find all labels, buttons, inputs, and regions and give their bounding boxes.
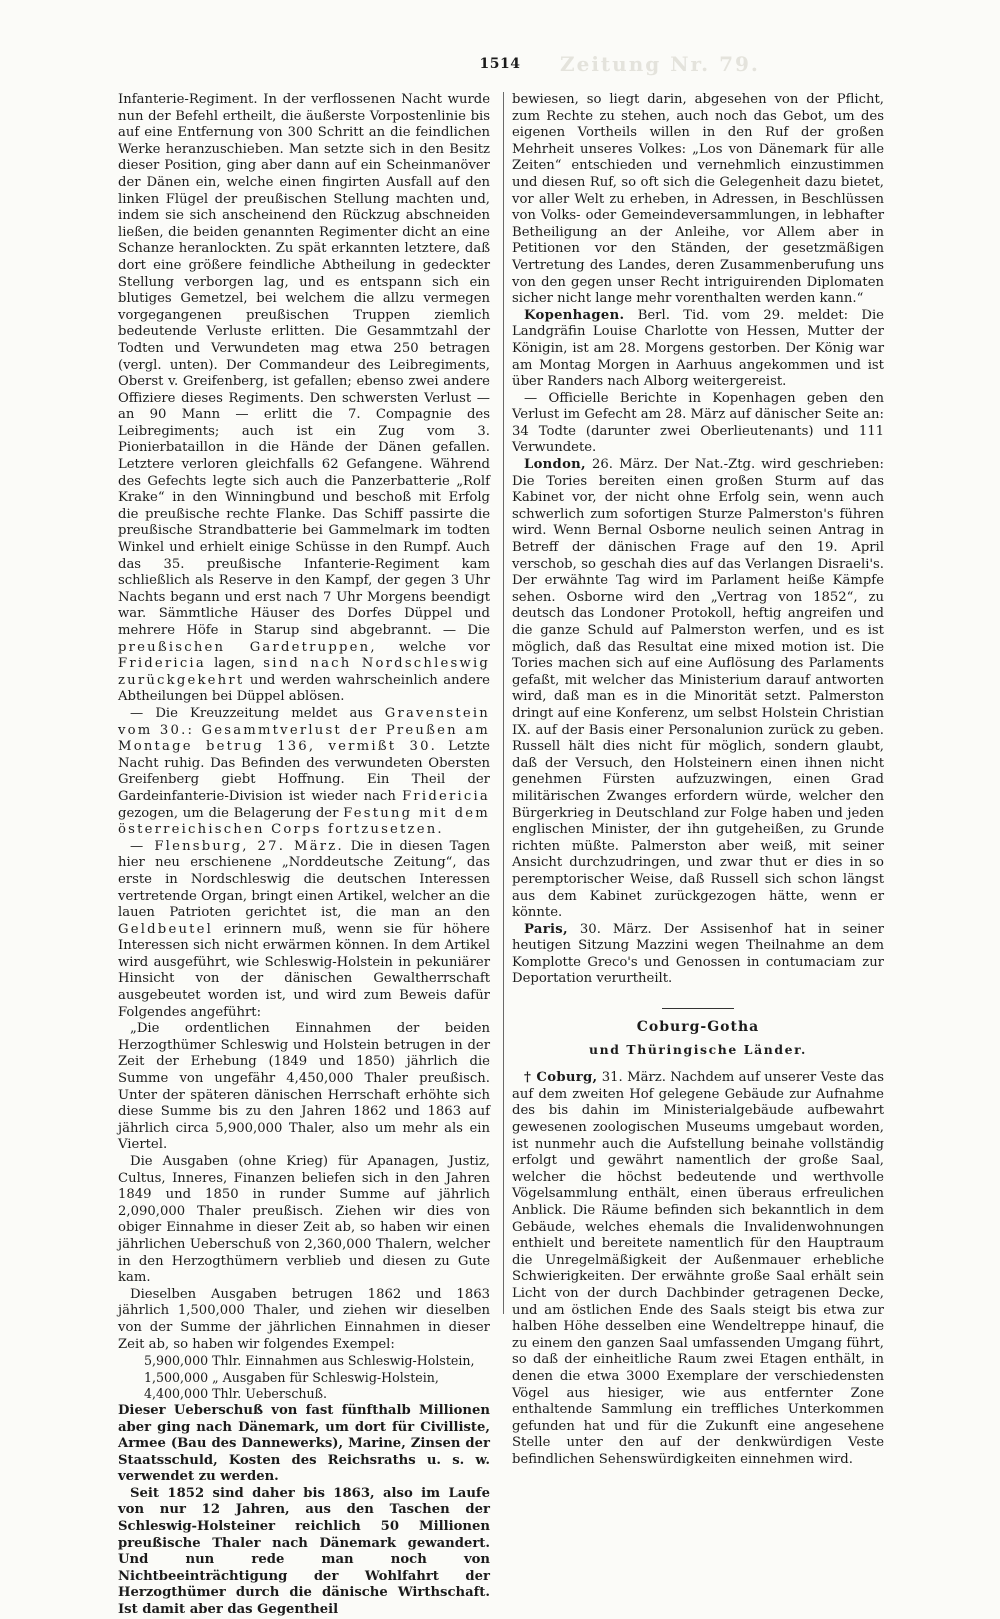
dateline: Kopenhagen. [524,307,625,323]
article-paragraph: — Officielle Berichte in Kopenhagen geben den Verlust im Gefecht am 28. März auf dänischer Seite an: 34 Todte (darunter zwei Oberlieutenants) und 111 Verwundete. [512,390,884,456]
article-paragraph: bewiesen, so liegt darin, abgesehen von der Pflicht, zum Rechte zu stehen, auch noch das Gebot, um des eigenen Vortheils willen in den Ruf der großen Mehrheit unseres Volkes: „Los von Dänemark für alle Zeiten“ entschieden und vernehmlich einzustimmen und diesen Ruf, so oft sich die Gelegenheit dazu bietet, vor aller Welt zu erheben, in Adressen, in Beschlüssen von Volks- oder Gemeindeversammlungen, in lebhafter Betheiligung an der Anleihe, vor Allem aber in Petitionen vor den Ständen, der gesetzmäßigen Vertretung des Landes, deren Zusammenberufung uns von den gegen unser Recht intriguirenden Diplomaten sicher nicht lange mehr vorenthalten werden kann.“ [512,92,884,307]
page-number: 1514 [479,56,521,72]
quote-paragraph: Dieser Ueberschuß von fast fünfthalb Millionen aber ging nach Dänemark, um dort für Civilliste, Armee (Bau des Dannewerks), Marine, Zinsen der Staatsschuld, Kosten des Reichsraths u. s. w. verwendet zu werden. [118,1402,490,1485]
news-item-london: London, 26. März. Der Nat.-Ztg. wird geschrieben: Die Tories bereiten einen großen Sturm auf das Kabinet vor, der nicht ohne Erfolg sein, wenn auch schwerlich zum sofortigen Sturze Palmerston's führen wird. Wenn Bernal Osborne neulich seinen Antrag in Betreff der dänischen Frage auf den 19. April verschob, so geschah dies auf das Verlangen Disraeli's. Der erwähnte Tag wird im Parlament heiße Kämpfe sehen. Osborne wird den „Vertrag von 1852“, zu deutsch das Londoner Protokoll, heftig angreifen und die ganze Schuld auf Palmerston werfen, und es ist möglich, daß das Resultat eine mixed motion ist. Die Tories machen sich auf eine Auflösung des Parlaments gefaßt, mit welcher das Ministerium darauf antworten wird, daß man es in die Minorität setzt. Palmerston dringt auf eine Konferenz, um selbst Holstein Christian IX. auf der Basis einer Personalunion zurück zu geben. Russell hält dies nicht für möglich, sondern glaubt, daß der Versuch, den Holsteinern einen ihnen nicht genehmen Fürsten aufzuzwingen, einen Grad militärischen Zwanges erfordern würde, welcher den Bürgerkrieg in Deutschland zur Folge haben und jeden englischen Minister, der ihn gutgeheißen, zu Grunde richten müßte. Palmerston aber weiß, mit seiner Ansicht durchzudringen, und zwar thut er dies in so peremptorischer Weise, daß Russell sich schon längst aus dem Kabinet zurückgezogen hätte, wenn er könnte. [512,457,884,921]
dateline: Paris, [524,921,568,937]
news-item-coburg: † Coburg, 31. März. Nachdem auf unserer Veste das auf dem zweiten Hof gelegene Gebäude zur Aufnahme des bis dahin im Ministerialgebäude aufbewahrt gewesenen zoologischen Museums umgebaut worden, ist nunmehr auch die Aufstellung beinahe vollständig erfolgt und gewährt namentlich der große Saal, welcher die höchst bedeutende und werthvolle Vögelsammlung enthält, einen überaus erfreulichen Anblick. Die Räume befinden sich bekanntlich in dem Gebäude, welches ehemals die Invalidenwohnungen enthielt und bereitete namentlich für den Hauptraum die Unregelmäßigkeit der Außenmauer erhebliche Schwierigkeiten. Der erwähnte große Saal erhält sein Licht von der durch Dachbinder getragenen Decke, und am östlichen Ende des Saals steigt bis etwa zur halben Höhe desselben eine Wendeltreppe hinauf, die zu einem den ganzen Saal umfassenden Umgang führt, so daß der einheitliche Raum zwei Etagen enthält, in denen die etwa 3000 Exemplare der verschiedensten Vögel aus hiesiger, wie aus entfernter Zone enthaltende Sammlung ein treffliches Unterkommen gefunden hat und für die Zukunft eine angesehene Stelle unter den auf der denkwürdigen Veste befindlichen Sehenswürdigkeiten einnehmen wird. [512,1070,884,1467]
section-rule [662,1008,734,1009]
article-paragraph: Infanterie-Regiment. In der verflossenen Nacht wurde nun der Befehl ertheilt, die äußerste Vorpostenlinie bis auf eine Entfernung von 300 Schritt an die feindlichen Werke heranzuschieben. Man setzte sich in den Besitz dieser Position, ging aber dann auf ein Scheinmanöver der Dänen ein, welche einen fingirten Ausfall auf den linken Flügel der preußischen Stellung machten und, indem sie sich anscheinend den Rückzug abschneiden ließen, die beiden genannten Regimenter dicht an eine Schanze heranlockten. Zu spät erkannten letztere, daß dort eine größere feindliche Abtheilung in gedeckter Stellung verborgen lag, und es entspann sich ein blutiges Gemetzel, bei welchem die allzu vermegen vorgegangenen preußischen Truppen ziemlich bedeutende Verluste erlitten. Die Gesammtzahl der Todten und Verwundeten mag etwa 250 betragen (vergl. unten). Der Commandeur des Leibregiments, Oberst v. Greifenberg, ist gefallen; ebenso zwei andere Offiziere dieses Regiments. Den schwersten Verlust — an 90 Mann — erlitt die 7. Compagnie des Leibregiments; auch ist ein Zug vom 3. Pionierbataillon in die Hände der Dänen gefallen. Letztere verloren gleichfalls 62 Gefangene. Während des Gefechts legte sich auch die Panzerbatterie „Rolf Krake“ in den Winningbund und beschoß mit Erfolg die preußische rechte Flanke. Das Schiff passirte die preußische Strandbatterie bei Gammelmark im todten Winkel und erhielt einige Schüsse in den Rumpf. Auch das 35. preußische Infanterie-Regiment kam schließlich als Reserve in den Kampf, der gegen 3 Uhr Nachts begann und erst nach 7 Uhr Morgens beendigt war. Sämmtliche Häuser des Dorfes Düppel und mehrere Höfe in Starup sind abgebrannt. — Die preußischen Gardetruppen, welche vor Fridericia lagen, sind nach Nordschleswig zurückgekehrt und werden wahrscheinlich andere Abtheilungen bei Düppel ablösen. [118,92,491,705]
table-row: 5,900,000 Thlr. Einnahmen aus Schleswig-Holstein, [144,1353,475,1369]
quote-paragraph: „Die ordentlichen Einnahmen der beiden Herzogthümer Schleswig und Holstein betrugen in der Zeit der Erhebung (1849 und 1850) jährlich die Summe von ungefähr 4,450,000 Thaler preußisch. Unter der späteren dänischen Herrschaft erhöhte sich diese Summe bis zu den Jahren 1862 und 1863 auf jährlich circa 5,900,000 Thaler, also um mehr als ein Viertel. [118,1021,490,1153]
news-item-paris: Paris, 30. März. Der Assisenhof hat in seiner heutigen Sitzung Mazzini wegen Theilnahme an dem Komplotte Greco's und Genossen in contumaciam zur Deportation verurtheilt. [512,921,884,987]
table-row: 1,500,000 „ Ausgaben für Schleswig-Holstein, [144,1369,439,1385]
bleed-through-header: Zeitung Nr. 79. [560,52,760,76]
section-title: Coburg-Gotha [636,1019,760,1036]
right-column [512,92,884,1469]
news-item-copenhagen: Kopenhagen. Berl. Tid. vom 29. meldet: Die Landgräfin Louise Charlotte von Hessen, Mutter der Königin, ist am 28. Morgens gestorben. Der König war am Montag Morgen in Aarhuus angekommen und ist über Randers nach Alborg weitergereist. [512,307,884,390]
column-divider [503,92,504,1314]
left-column [118,92,490,1619]
dateline: † Coburg, [524,1070,598,1086]
section-subtitle: und Thüringische Länder. [589,1041,807,1057]
table-total: 4,400,000 Thlr. Ueberschuß. [144,1386,328,1402]
quote-paragraph: Die Ausgaben (ohne Krieg) für Apanagen, Justiz, Cultus, Inneres, Finanzen beliefen sich in den Jahren 1849 und 1850 in runder Summe auf jährlich 2,090,000 Thaler preußisch. Ziehen wir dies von obiger Einnahme in dieser Zeit ab, so haben wir einen jährlichen Ueberschuß von 2,360,000 Thalern, welcher in den Herzogthümern verblieb und diesen zu Gute kam. [118,1154,490,1286]
quote-paragraph: Seit 1852 sind daher bis 1863, also im Laufe von nur 12 Jahren, aus den Taschen der Schleswig-Holsteiner reichlich 50 Millionen preußische Thaler nach Dänemark gewandert. Und nun rede man noch von Nichtbeeinträchtigung der Wohlfahrt der Herzogthümer durch die dänische Wirthschaft. Ist damit aber das Gegentheil [118,1485,490,1618]
dateline: London, [524,457,586,473]
article-paragraph: — Flensburg, 27. März. Die in diesen Tagen hier neu erschienene „Norddeutsche Zeitung“, das erste in Nordschleswig die deutschen Interessen vertretende Organ, bringt einen Artikel, welcher an die lauen Patrioten gerichtet ist, die man an den Geldbeutel erinnern muß, wenn sie für höhere Interessen sich nicht erwärmen können. In dem Artikel wird ausgeführt, wie Schleswig-Holstein in pekuniärer Hinsicht von der dänischen Gewaltherrschaft ausgebeutet worden ist, und wird zum Beweis dafür Folgendes angeführt: [118,838,490,1020]
quote-paragraph: Dieselben Ausgaben betrugen 1862 und 1863 jährlich 1,500,000 Thaler, und ziehen wir dieselben von der Summe der jährlichen Einnahmen in dieser Zeit ab, so haben wir folgendes Exempel: [118,1286,490,1352]
article-paragraph: — Die Kreuzzeitung meldet aus Gravenstein vom 30.: Gesammtverlust der Preußen am Montage betrug 136, vermißt 30. Letzte Nacht ruhig. Das Befinden des verwundeten Obersten Greifenberg giebt Hoffnung. Ein Theil der Gardeinfanterie-Division ist wieder nach Fridericia gezogen, um die Belagerung der Festung mit dem österreichischen Corps fortzusetzen. [118,705,490,838]
